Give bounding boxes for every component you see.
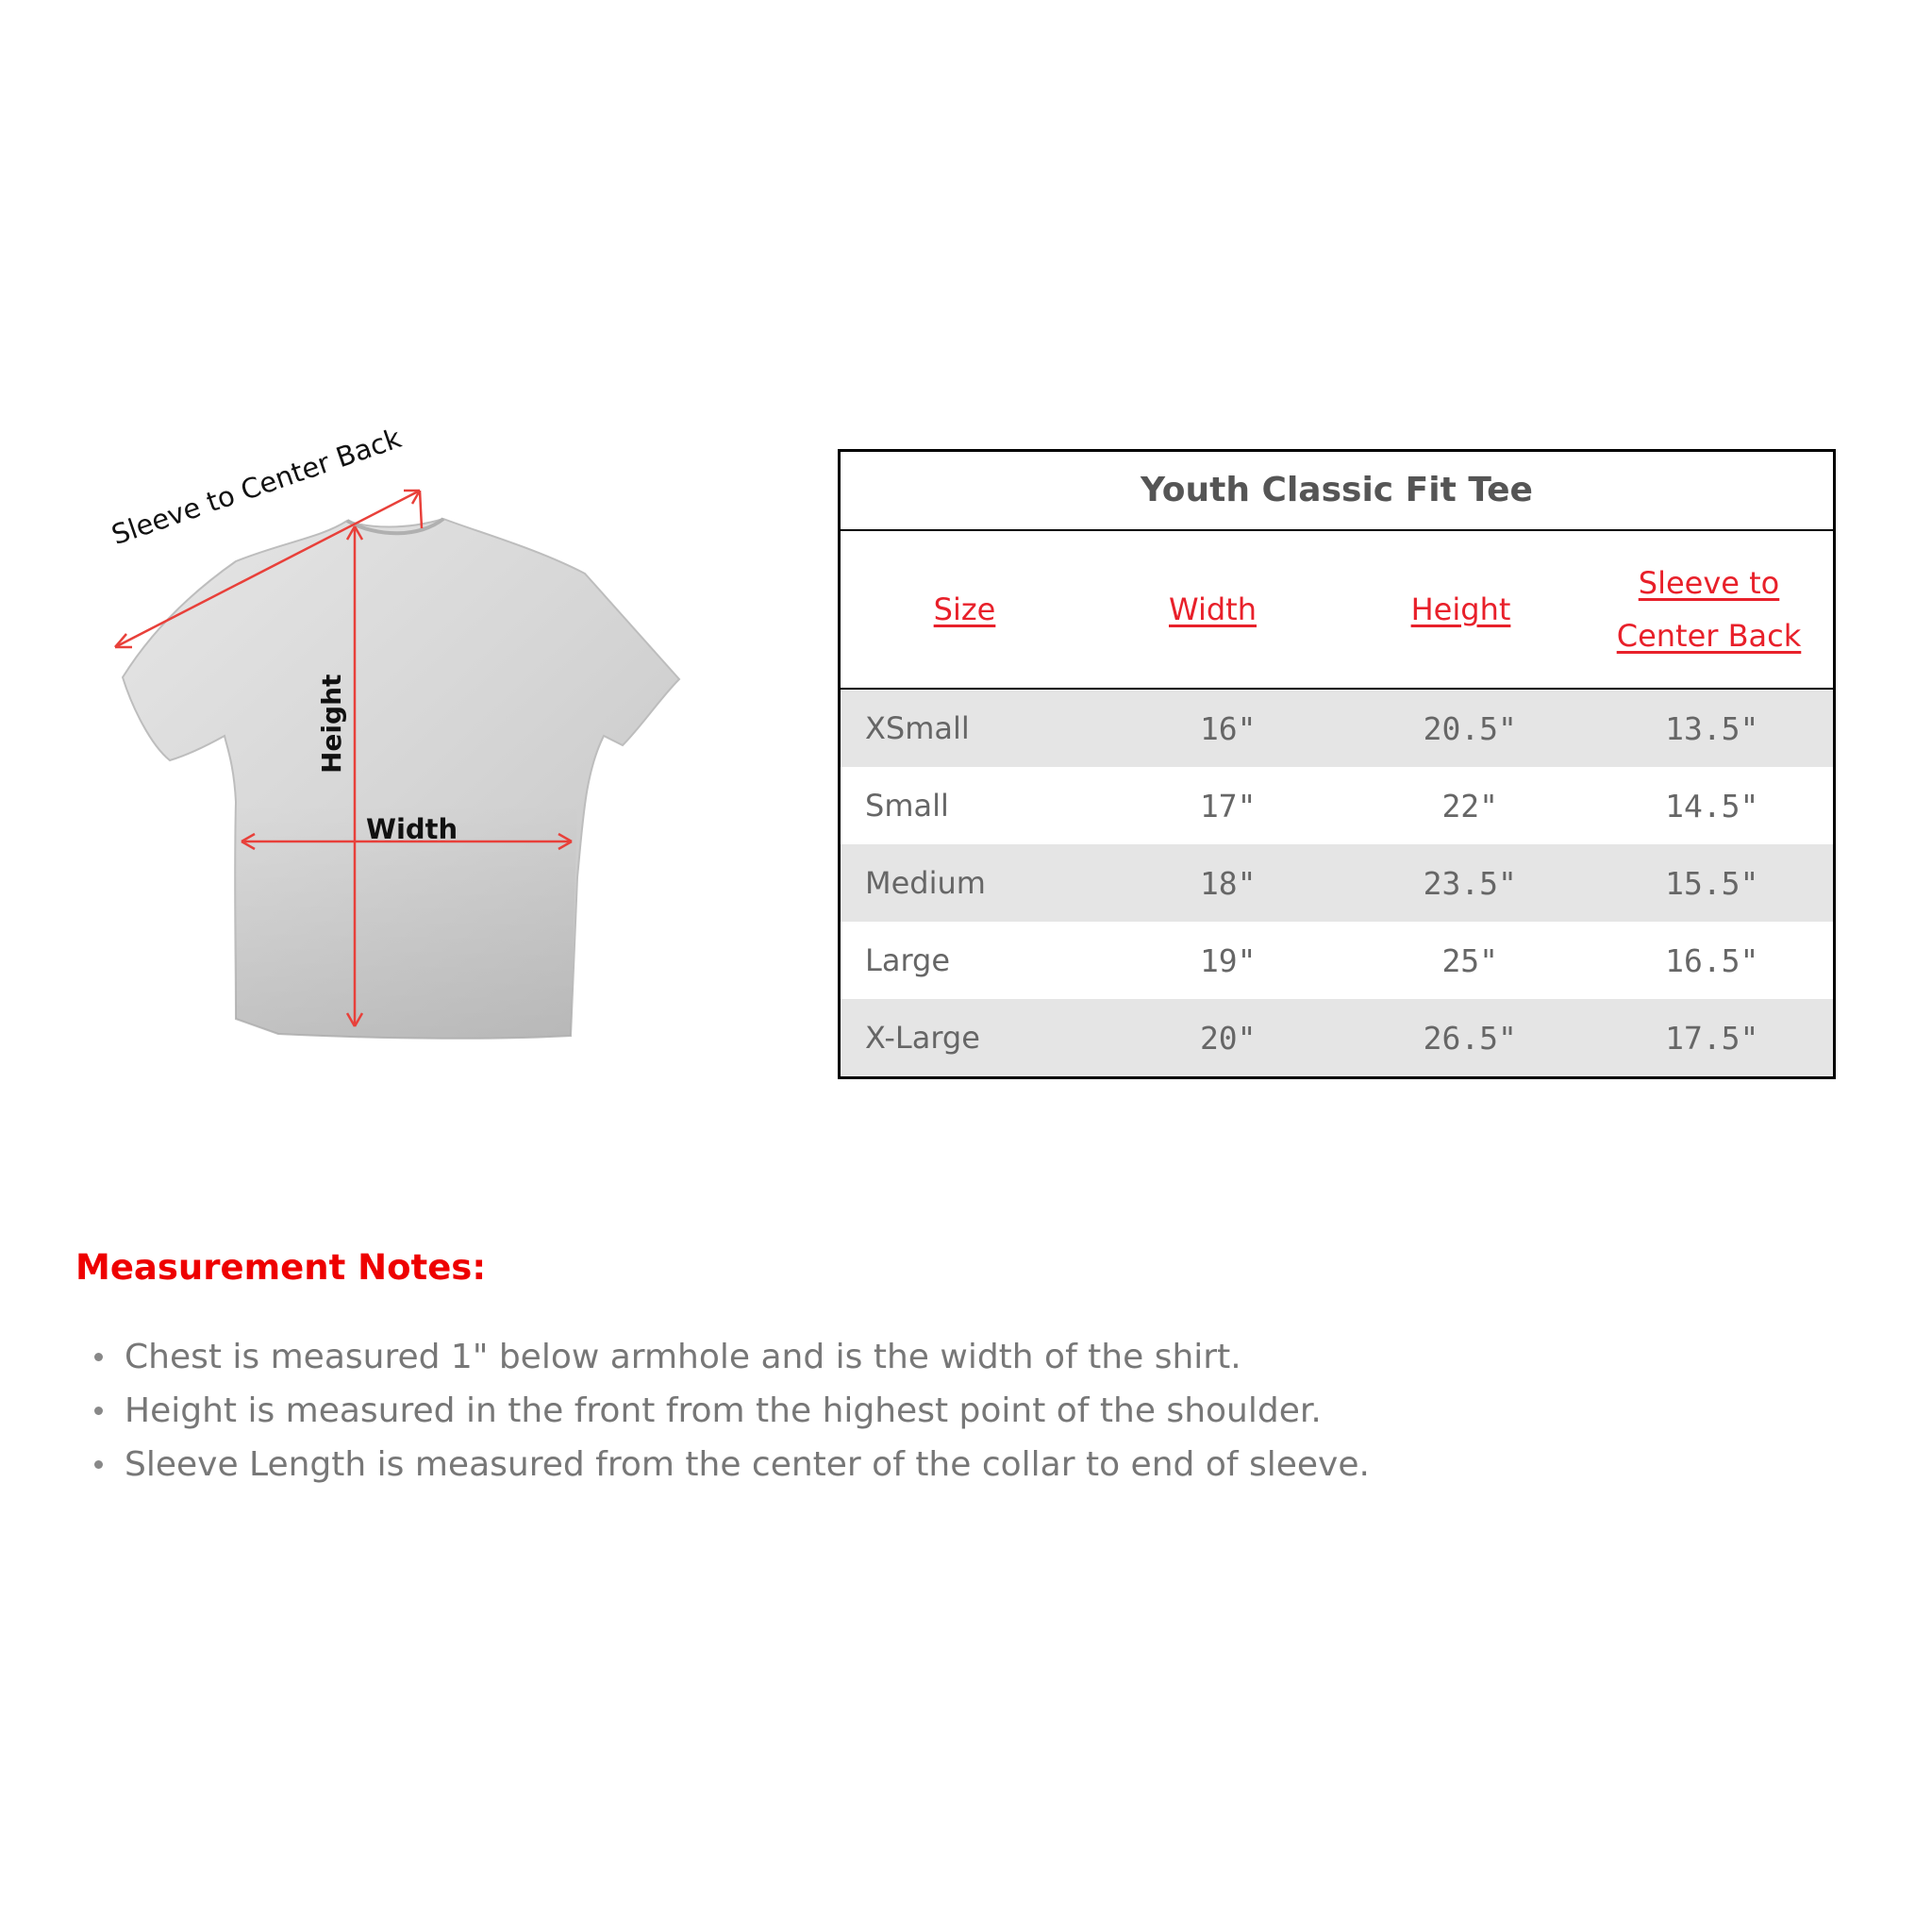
cell-sleeve: 15.5" xyxy=(1665,864,1759,902)
list-item xyxy=(91,1330,1370,1384)
cell-height: 22" xyxy=(1441,787,1499,824)
header-sleeve-line2[interactable]: Center Back xyxy=(1616,618,1802,654)
shirt-diagram xyxy=(94,422,717,1066)
sleeve-to-center-back-label: Sleeve to Center Back xyxy=(108,422,406,552)
table-row xyxy=(841,999,1833,1076)
cell-width: 18" xyxy=(1199,864,1257,902)
size-chart-table xyxy=(838,449,1836,1079)
header-size-label[interactable]: Size xyxy=(933,591,996,627)
note-text: Chest is measured 1" below armhole and is the width of the shirt. xyxy=(125,1338,1241,1376)
measurement-notes-list xyxy=(91,1330,1370,1491)
cell-size: Large xyxy=(865,942,951,978)
cell-width: 20" xyxy=(1199,1019,1257,1057)
table-row xyxy=(841,922,1833,999)
header-height[interactable] xyxy=(1337,583,1585,636)
cell-sleeve: 14.5" xyxy=(1665,787,1759,824)
table-row xyxy=(841,690,1833,767)
table-row xyxy=(841,767,1833,844)
table-row xyxy=(841,844,1833,922)
cell-sleeve: 16.5" xyxy=(1665,941,1759,979)
header-size[interactable] xyxy=(841,583,1089,636)
header-height-label[interactable]: Height xyxy=(1410,591,1511,627)
cell-width: 16" xyxy=(1199,709,1257,747)
cell-size: Medium xyxy=(865,865,986,901)
cell-sleeve: 17.5" xyxy=(1665,1019,1759,1057)
bullet-icon xyxy=(94,1460,103,1469)
height-label: Height xyxy=(316,674,347,774)
cell-width: 17" xyxy=(1199,787,1257,824)
bullet-icon xyxy=(94,1353,103,1361)
width-label: Width xyxy=(366,813,458,845)
cell-size: X-Large xyxy=(865,1020,980,1056)
header-width-label[interactable]: Width xyxy=(1169,591,1257,627)
cell-height: 20.5" xyxy=(1423,709,1517,747)
note-text: Height is measured in the front from the highest point of the shoulder. xyxy=(125,1391,1322,1430)
table-header-row xyxy=(841,531,1833,690)
cell-height: 23.5" xyxy=(1423,864,1517,902)
list-item xyxy=(91,1384,1370,1438)
list-item xyxy=(91,1438,1370,1491)
cell-sleeve: 13.5" xyxy=(1665,709,1759,747)
cell-height: 26.5" xyxy=(1423,1019,1517,1057)
cell-size: XSmall xyxy=(865,710,970,746)
cell-height: 25" xyxy=(1441,941,1499,979)
bullet-icon xyxy=(94,1407,103,1415)
header-width[interactable] xyxy=(1089,583,1337,636)
table-title: Youth Classic Fit Tee xyxy=(841,452,1833,531)
header-sleeve-to-center-back[interactable] xyxy=(1585,557,1833,662)
shirt-illustration xyxy=(94,462,717,1066)
header-sleeve-line1[interactable]: Sleeve to xyxy=(1638,565,1780,601)
cell-size: Small xyxy=(865,788,949,824)
cell-width: 19" xyxy=(1199,941,1257,979)
measurement-notes-heading: Measurement Notes: xyxy=(75,1247,487,1288)
note-text: Sleeve Length is measured from the center of the collar to end of sleeve. xyxy=(125,1445,1370,1484)
